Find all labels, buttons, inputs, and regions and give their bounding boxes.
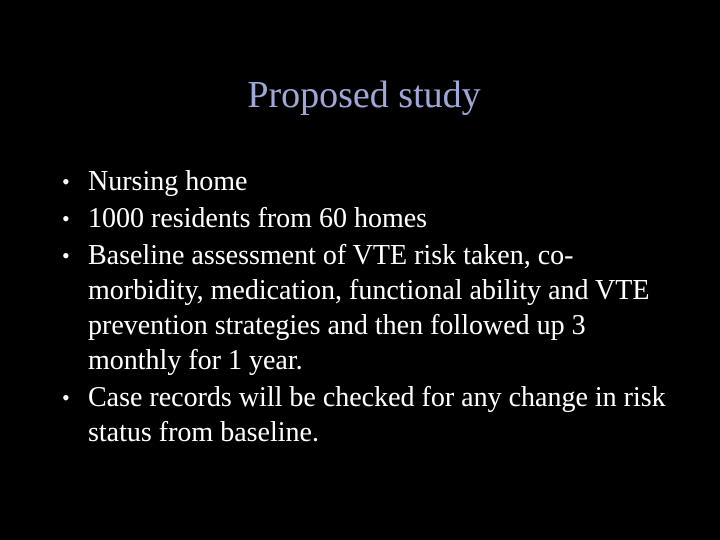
bullet-item-baseline-assessment xyxy=(54,238,684,378)
bullet-icon: • xyxy=(62,385,70,410)
bullet-list xyxy=(54,164,684,452)
bullet-item-case-records xyxy=(54,380,684,450)
bullet-icon: • xyxy=(62,206,70,231)
bullet-icon: • xyxy=(62,243,70,268)
bullet-text: Case records will be checked for any change in risk status from baseline. xyxy=(88,382,666,448)
bullet-item-nursing-home xyxy=(54,164,684,199)
bullet-text: Nursing home xyxy=(88,166,248,197)
bullet-item-residents xyxy=(54,201,684,236)
bullet-text: Baseline assessment of VTE risk taken, co-morbidity, medication, functional ability and VTE prevention strategies and then followed up 3 monthly for 1 year. xyxy=(88,240,650,376)
slide-title: Proposed study xyxy=(247,74,481,116)
bullet-text: 1000 residents from 60 homes xyxy=(88,203,428,234)
bullet-icon: • xyxy=(62,169,70,194)
